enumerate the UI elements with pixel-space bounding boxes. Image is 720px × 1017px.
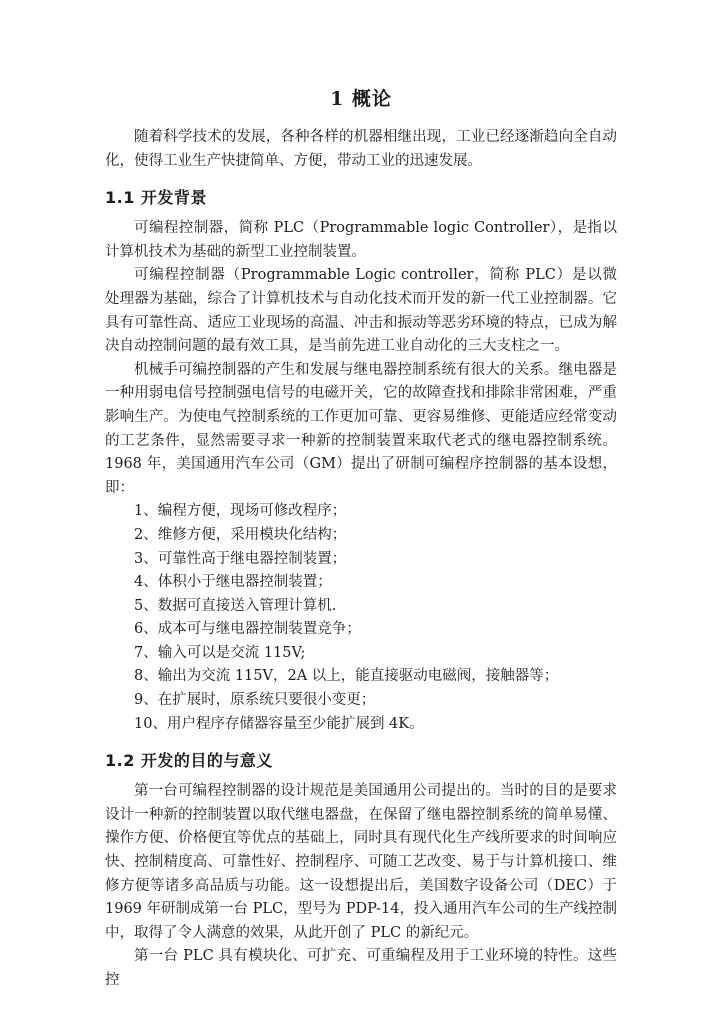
- list-item-1: 1、编程方便，现场可修改程序；: [134, 503, 347, 520]
- list-item-8: 8、输出为交流 115V，2A 以上，能直接驱动电磁阀，接触器等；: [134, 668, 559, 685]
- paragraph-relay-history: 机械手可编控制器的产生和发展与继电器控制系统有很大的关系。继电器是一种用弱电信号控制强电信号的电磁开关，它的故障查找和排除非常困难，严重影响生产。为使电气控制系统的工作更加可靠、更容易维修、更能适应经常变动的工艺条件，显然需要寻求一种新的控制装置来取代老式的继电器控制系统。1968 年，美国通用汽车公司（GM）提出了研制可编程序控制器的基本设想，即：: [105, 361, 617, 496]
- list-item-6: 6、成本可与继电器控制装置竞争；: [134, 621, 361, 638]
- list-item-2: 2、维修方便，采用模块化结构；: [134, 526, 347, 543]
- document-title: 1 概论: [330, 88, 392, 110]
- intro-paragraph: 随着科学技术的发展，各种各样的机器相继出现，工业已经逐渐趋向全自动化，使得工业生产快捷简单、方便，带动工业的迅速发展。: [105, 129, 617, 169]
- paragraph-plc-definition: 可编程控制器，简称 PLC（Programmable logic Controller），是指以计算机技术为基础的新型工业控制装置。: [105, 220, 617, 260]
- list-item-7: 7、输入可以是交流 115V;: [134, 644, 306, 661]
- section-1-1-heading: 1.1 开发背景: [105, 188, 207, 208]
- list-item-3: 3、可靠性高于继电器控制装置；: [134, 550, 347, 567]
- list-item-9: 9、在扩展时，原系统只要很小变更；: [134, 692, 376, 709]
- paragraph-first-plc: 第一台可编程控制器的设计规范是美国通用公司提出的。当时的目的是要求设计一种新的控制装置以取代继电器盘，在保留了继电器控制系统的简单易懂、操作方便、价格便宜等优点的基础上，同时具有现代化生产线所要求的时间响应快、控制精度高、可靠性好、控制程序、可随工艺改变、易于与计算机接口、维修方便等诸多高品质与功能。这一设想提出后，美国数字设备公司（DEC）于 1969 年研制成第一台 PLC，型号为 PDP-14，投入通用汽车公司的生产线控制中，取得了令人满意的效果，从此开创了 PLC 的新纪元。: [105, 783, 617, 941]
- section-1-2-heading: 1.2 开发的目的与意义: [105, 751, 273, 771]
- gm-requirements-list: [105, 500, 617, 736]
- list-item-10: 10、用户程序存储器容量至少能扩展到 4K。: [134, 715, 424, 732]
- list-item-4: 4、体积小于继电器控制装置；: [134, 574, 332, 591]
- list-item-5: 5、数据可直接送入管理计算机.: [134, 597, 337, 614]
- paragraph-plc-features: 第一台 PLC 具有模块化、可扩充、可重编程及用于工业环境的特性。这些控: [105, 948, 617, 988]
- paragraph-plc-overview: 可编程控制器（Programmable Logic controller，简称 PLC）是以微处理器为基础，综合了计算机技术与自动化技术而开发的新一代工业控制器。它具有可靠性高、适应工业现场的高温、冲击和振动等恶劣环境的特点，已成为解决自动控制问题的最有效工具，是当前先进工业自动化的三大支柱之一。: [105, 267, 617, 355]
